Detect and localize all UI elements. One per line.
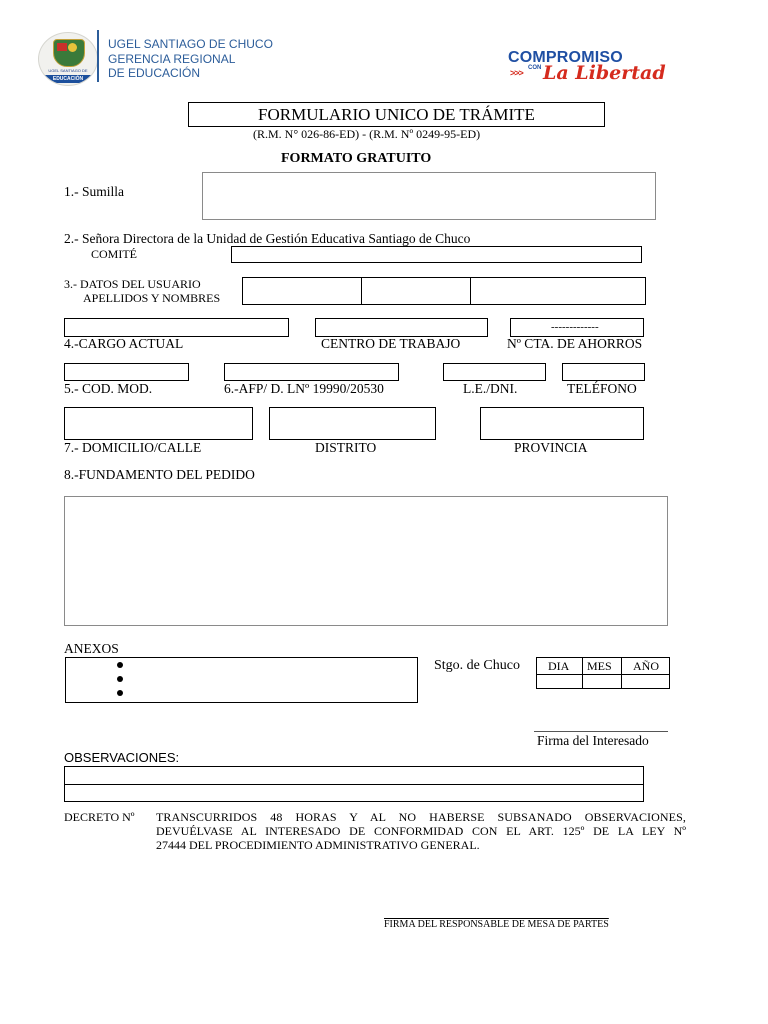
provincia-input[interactable] — [480, 407, 644, 440]
directora-label: 2.- Señora Directora de la Unidad de Gestión Educativa Santiago de Chuco — [64, 231, 471, 246]
mes-input[interactable] — [583, 675, 620, 687]
observaciones-input[interactable] — [64, 766, 644, 802]
centro-trabajo-input[interactable] — [315, 318, 488, 337]
apellido-paterno-input[interactable] — [242, 277, 362, 305]
domicilio-label: 7.- DOMICILIO/CALLE — [64, 440, 202, 455]
decreto-line-1: TRANSCURRIDOS 48 HORAS Y AL NO HABERSE SUBSANADO OBSERVACIONES, — [156, 810, 686, 824]
domicilio-input[interactable] — [64, 407, 253, 440]
bullet-icon — [117, 690, 123, 696]
formato-gratuito: FORMATO GRATUITO — [281, 151, 432, 166]
cargo-actual-label: 4.-CARGO ACTUAL — [64, 336, 184, 351]
provincia-label: PROVINCIA — [514, 440, 588, 455]
seal-band-text: EDUCACIÓN — [45, 75, 91, 83]
bullet-icon — [117, 662, 123, 668]
sumilla-input[interactable] — [202, 172, 656, 220]
cod-mod-label: 5.- COD. MOD. — [64, 381, 153, 396]
centro-trabajo-label: CENTRO DE TRABAJO — [321, 336, 461, 351]
apellidos-nombres-label: APELLIDOS Y NOMBRES — [83, 291, 221, 305]
arrows-icon: >>> — [510, 68, 523, 78]
seal-ribbon-text: UGEL SANTIAGO DE — [48, 68, 88, 73]
firma-interesado-line — [534, 731, 668, 732]
distrito-input[interactable] — [269, 407, 436, 440]
la-libertad-word: La Libertad — [543, 62, 666, 84]
dia-label: DIA — [548, 659, 570, 673]
decreto-label: DECRETO Nº — [64, 810, 135, 824]
fundamento-input[interactable] — [64, 496, 668, 626]
fundamento-label: 8.-FUNDAMENTO DEL PEDIDO — [64, 467, 255, 482]
cargo-actual-input[interactable] — [64, 318, 289, 337]
nombres-input[interactable] — [470, 277, 646, 305]
compromiso-word: COMPROMISO — [508, 49, 623, 66]
date-table — [536, 657, 670, 689]
compromiso-con: CON — [528, 65, 542, 71]
sun-icon — [68, 43, 77, 52]
ano-input[interactable] — [622, 675, 668, 687]
firma-interesado-label: Firma del Interesado — [537, 733, 649, 748]
dni-label: L.E./DNI. — [463, 381, 518, 396]
ugel-line-1: UGEL SANTIAGO DE CHUCO — [108, 37, 273, 51]
sumilla-label: 1.- Sumilla — [64, 184, 124, 199]
bullet-icon — [117, 676, 123, 682]
afp-label: 6.-AFP/ D. LNº 19990/20530 — [224, 381, 384, 396]
ano-label: AÑO — [633, 659, 659, 673]
stgo-chuco-label: Stgo. de Chuco — [434, 658, 520, 673]
telefono-input[interactable] — [562, 363, 645, 381]
firma-mesa-partes-label: FIRMA DEL RESPONSABLE DE MESA DE PARTES — [384, 919, 609, 930]
dia-input[interactable] — [538, 675, 581, 687]
decreto-line-2: DEVUÉLVASE AL INTERESADO DE CONFORMIDAD CON EL ART. 125º DE LA LEY Nº — [156, 824, 686, 838]
afp-input[interactable] — [224, 363, 399, 381]
flag-icon — [57, 43, 67, 51]
cta-ahorros-input[interactable] — [510, 318, 644, 337]
form-title: FORMULARIO UNICO DE TRÁMITE — [258, 105, 535, 124]
form-subtitle: (R.M. N° 026-86-ED) - (R.M. Nº 0249-95-ED) — [253, 127, 481, 141]
cod-mod-input[interactable] — [64, 363, 189, 381]
datos-usuario-label: 3.- DATOS DEL USUARIO — [64, 277, 201, 291]
observaciones-label: OBSERVACIONES: — [64, 750, 180, 765]
ugel-line-3: DE EDUCACIÓN — [108, 66, 201, 80]
cta-ahorros-label: Nº CTA. DE AHORROS — [507, 336, 643, 351]
distrito-label: DISTRITO — [315, 440, 377, 455]
apellido-materno-input[interactable] — [361, 277, 471, 305]
telefono-label: TELÉFONO — [567, 381, 637, 396]
title-box — [188, 102, 605, 127]
ugel-line-2: GERENCIA REGIONAL — [108, 52, 236, 66]
comite-input[interactable] — [231, 246, 642, 263]
anexos-label: ANEXOS — [64, 641, 119, 656]
mes-label: MES — [587, 659, 612, 673]
dni-input[interactable] — [443, 363, 546, 381]
logo-divider — [97, 30, 99, 82]
decreto-line-3: 27444 DEL PROCEDIMIENTO ADMINISTRATIVO GENERAL. — [156, 838, 480, 852]
ugel-seal-logo — [38, 32, 98, 86]
cta-placeholder: ------------- — [551, 321, 599, 333]
comite-label: COMITÉ — [91, 247, 137, 261]
